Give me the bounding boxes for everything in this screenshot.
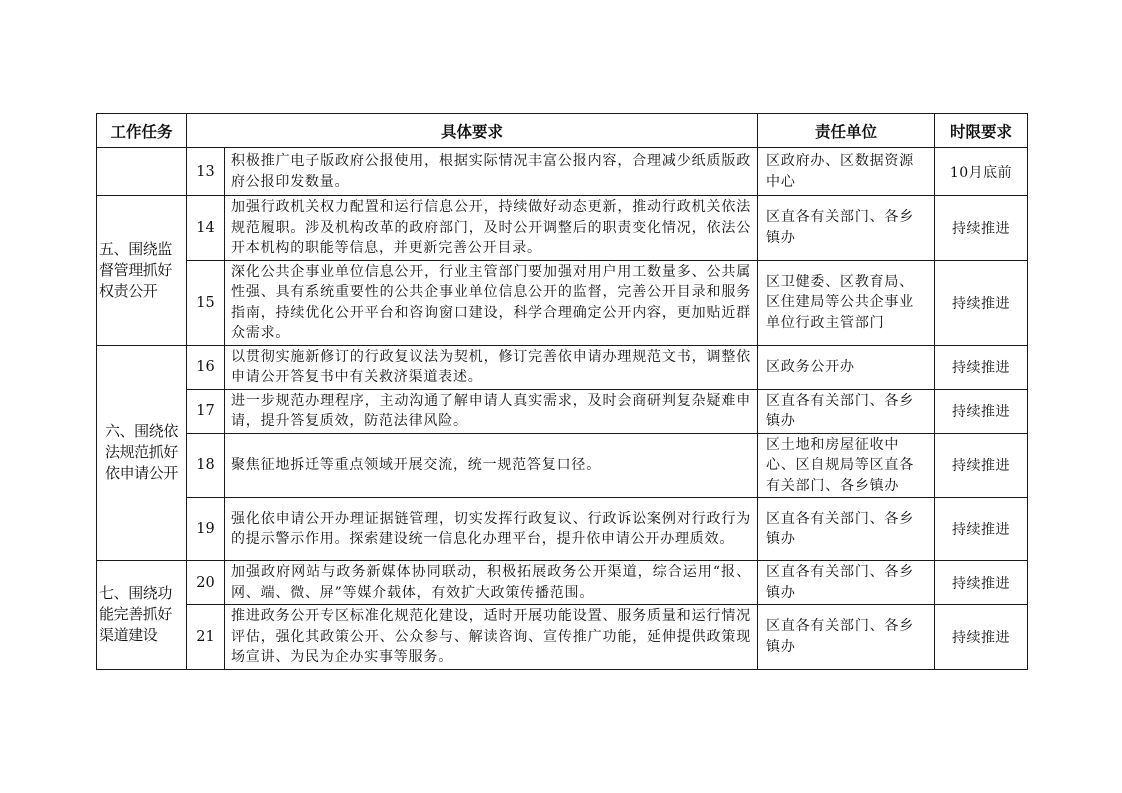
requirement-cell: 推进政务公开专区标准化规范化建设，适时开展功能设置、服务质量和运行情况评估，强化其政策公开、公众参与、解读咨询、宣传推广功能，延伸提供政策现场宣讲、为民为企办实事等服务。 (225, 605, 758, 670)
task-cell-continued (97, 148, 187, 196)
row-number: 17 (187, 389, 225, 433)
deadline-cell: 持续推进 (935, 605, 1028, 670)
requirement-cell: 加强政府网站与政务新媒体协同联动，积极拓展政务公开渠道，综合运用“报、网、端、微、屏”等媒介载体，有效扩大政策传播范围。 (225, 561, 758, 605)
row-number: 18 (187, 433, 225, 498)
task-cell: 六、围绕依法规范抓好依申请公开 (97, 345, 187, 561)
deadline-cell: 持续推进 (935, 561, 1028, 605)
task-cell: 七、围绕功能完善抓好渠道建设 (97, 561, 187, 670)
table-row (97, 561, 1028, 605)
table-row (97, 498, 1028, 561)
unit-cell: 区直各有关部门、各乡镇办 (758, 498, 935, 561)
requirement-cell: 加强行政机关权力配置和运行信息公开，持续做好动态更新，推动行政机关依法规范履职。涉及机构改革的政府部门，及时公开调整后的职责变化情况，依法公开本机构的职能等信息，并更新完善公开目录。 (225, 196, 758, 261)
header-row (97, 114, 1028, 148)
deadline-cell: 持续推进 (935, 260, 1028, 345)
table-row (97, 605, 1028, 670)
table-row (97, 389, 1028, 433)
row-number: 19 (187, 498, 225, 561)
row-number: 14 (187, 196, 225, 261)
unit-cell: 区土地和房屋征收中心、区自规局等区直各有关部门、各乡镇办 (758, 433, 935, 498)
task-cell: 五、围绕监督管理抓好权责公开 (97, 196, 187, 346)
requirement-cell: 强化依申请公开办理证据链管理，切实发挥行政复议、行政诉讼案例对行政行为的提示警示作用。探索建设统一信息化办理平台，提升依申请公开办理质效。 (225, 498, 758, 561)
requirement-cell: 深化公共企事业单位信息公开，行业主管部门要加强对用户用工数量多、公共属性强、具有系统重要性的公共企事业单位信息公开的监督，完善公开目录和服务指南，持续优化公开平台和咨询窗口建设，科学合理确定公开内容，更加贴近群众需求。 (225, 260, 758, 345)
unit-cell: 区直各有关部门、各乡镇办 (758, 196, 935, 261)
row-number: 15 (187, 260, 225, 345)
requirement-cell: 积极推广电子版政府公报使用，根据实际情况丰富公报内容，合理减少纸质版政府公报印发数量。 (225, 148, 758, 196)
deadline-cell: 10月底前 (935, 148, 1028, 196)
header-requirement: 具体要求 (187, 114, 758, 148)
requirement-cell: 进一步规范办理程序，主动沟通了解申请人真实需求，及时会商研判复杂疑难申请，提升答复质效，防范法律风险。 (225, 389, 758, 433)
deadline-cell: 持续推进 (935, 433, 1028, 498)
row-number: 16 (187, 345, 225, 389)
deadline-cell: 持续推进 (935, 498, 1028, 561)
task-table (96, 113, 1028, 670)
requirement-cell: 聚焦征地拆迁等重点领域开展交流，统一规范答复口径。 (225, 433, 758, 498)
row-number: 21 (187, 605, 225, 670)
header-deadline: 时限要求 (935, 114, 1028, 148)
deadline-cell: 持续推进 (935, 196, 1028, 261)
unit-cell: 区政务公开办 (758, 345, 935, 389)
unit-cell: 区直各有关部门、各乡镇办 (758, 561, 935, 605)
table-row (97, 433, 1028, 498)
table-row (97, 345, 1028, 389)
unit-cell: 区卫健委、区教育局、区住建局等公共企事业单位行政主管部门 (758, 260, 935, 345)
unit-cell: 区直各有关部门、各乡镇办 (758, 605, 935, 670)
requirement-cell: 以贯彻实施新修订的行政复议法为契机，修订完善依申请办理规范文书，调整依申请公开答复书中有关救济渠道表述。 (225, 345, 758, 389)
deadline-cell: 持续推进 (935, 345, 1028, 389)
row-number: 13 (187, 148, 225, 196)
unit-cell: 区直各有关部门、各乡镇办 (758, 389, 935, 433)
table-row (97, 260, 1028, 345)
row-number: 20 (187, 561, 225, 605)
unit-cell: 区政府办、区数据资源中心 (758, 148, 935, 196)
deadline-cell: 持续推进 (935, 389, 1028, 433)
table-row (97, 196, 1028, 261)
header-unit: 责任单位 (758, 114, 935, 148)
table-row (97, 148, 1028, 196)
header-task: 工作任务 (97, 114, 187, 148)
